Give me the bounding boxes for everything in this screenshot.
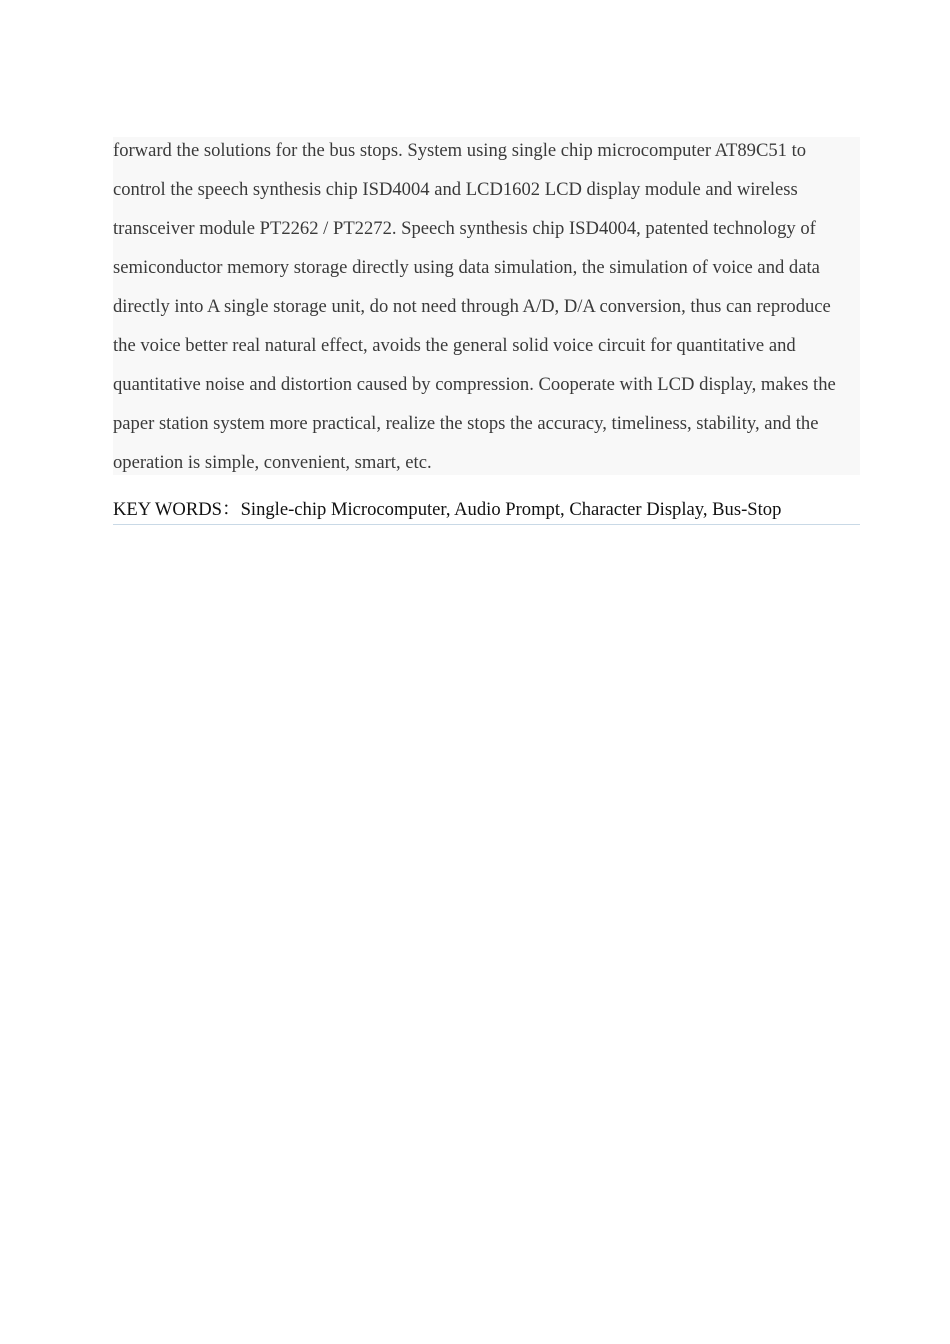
keywords-line — [113, 498, 860, 525]
keywords-label: KEY WORDS： — [113, 499, 241, 520]
abstract-line-3: transceiver module PT2262 / PT2272. Speech synthesis chip ISD4004, patented technology of — [113, 218, 816, 239]
abstract-line-2: control the speech synthesis chip ISD4004 and LCD1602 LCD display module and wireless — [113, 179, 798, 200]
abstract-line-9: operation is simple, convenient, smart, etc. — [113, 452, 432, 473]
abstract-line-5: directly into A single storage unit, do not need through A/D, D/A conversion, thus can reproduce — [113, 296, 831, 317]
keywords-text: Single-chip Microcomputer, Audio Prompt, Character Display, Bus-Stop — [240, 499, 782, 520]
abstract-line-7: quantitative noise and distortion caused by compression. Cooperate with LCD display, makes the — [113, 374, 836, 395]
abstract-line-6: the voice better real natural effect, avoids the general solid voice circuit for quantitative and — [113, 335, 796, 356]
abstract-line-4: semiconductor memory storage directly using data simulation, the simulation of voice and data — [113, 257, 820, 278]
abstract-paragraph — [113, 137, 860, 475]
abstract-line-1: forward the solutions for the bus stops. System using single chip microcomputer AT89C51 to — [113, 140, 807, 161]
abstract-line-8: paper station system more practical, realize the stops the accuracy, timeliness, stability, and the — [113, 413, 819, 434]
